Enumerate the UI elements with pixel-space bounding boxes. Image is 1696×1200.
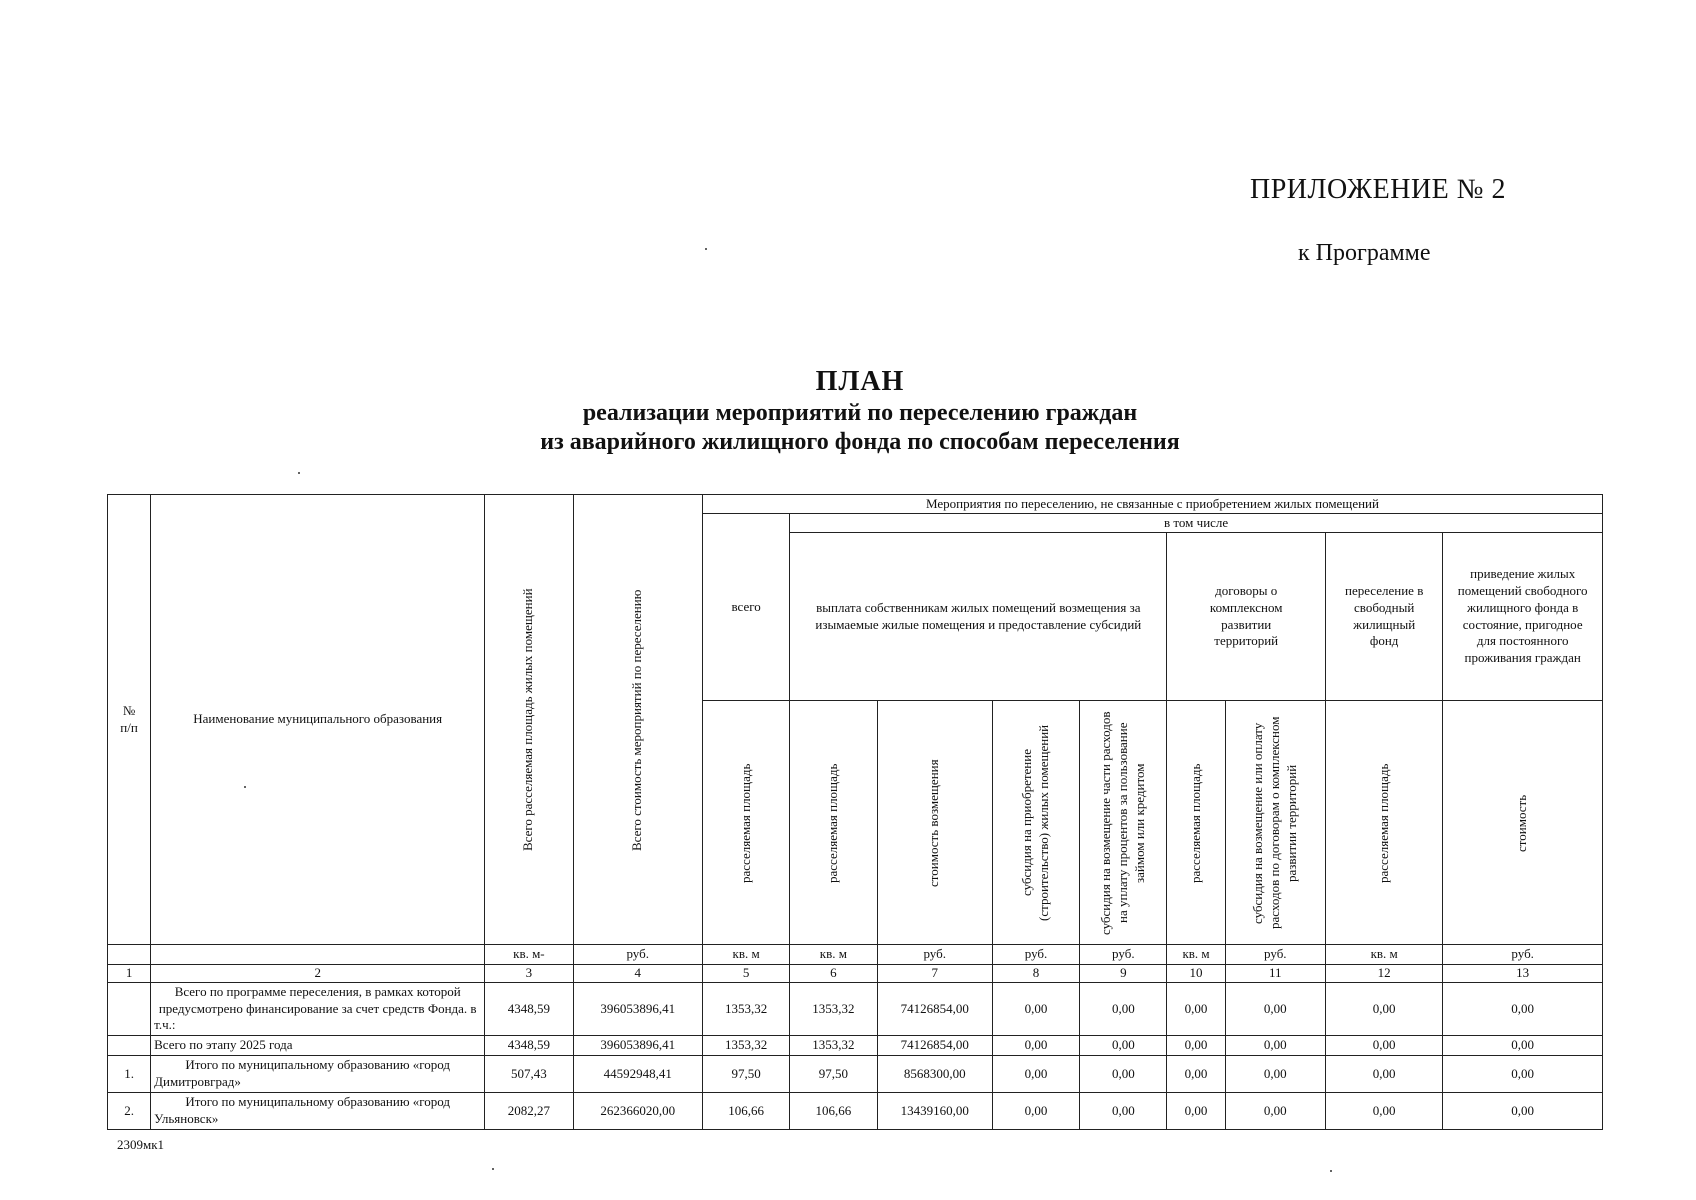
row-number (108, 1036, 151, 1056)
unit-cell: руб. (877, 945, 992, 965)
header-including: в том числе (790, 514, 1603, 533)
header-sub-cost-13: стоимость (1443, 701, 1603, 945)
cell-value: 262366020,00 (573, 1093, 702, 1130)
cell-value: 8568300,00 (877, 1056, 992, 1093)
cell-value: 0,00 (1325, 1036, 1442, 1056)
cell-value: 0,00 (1443, 983, 1603, 1036)
cell-value: 0,00 (992, 1036, 1079, 1056)
cell-value: 0,00 (1167, 983, 1225, 1036)
cell-value: 106,66 (790, 1093, 877, 1130)
document-title (0, 366, 1696, 456)
column-number: 11 (1225, 965, 1325, 983)
header-group-not-related: Мероприятия по переселению, не связанные с приобретением жилых помещений (702, 495, 1602, 514)
cell-value: 0,00 (1225, 1093, 1325, 1130)
header-total-area: Всего расселяемая площадь жилых помещений (485, 495, 573, 945)
cell-value: 97,50 (790, 1056, 877, 1093)
cell-value: 1353,32 (702, 983, 789, 1036)
unit-cell: кв. м (790, 945, 877, 965)
unit-cell: кв. м (702, 945, 789, 965)
unit-cell: руб. (1080, 945, 1167, 965)
row-name: Всего по этапу 2025 года (151, 1036, 485, 1056)
cell-value: 0,00 (1080, 1036, 1167, 1056)
unit-cell: кв. м (1325, 945, 1442, 965)
header-sub-area-10: расселяемая площадь (1167, 701, 1225, 945)
cell-value: 0,00 (992, 1093, 1079, 1130)
cell-value: 44592948,41 (573, 1056, 702, 1093)
scan-speck (298, 472, 300, 474)
cell-value: 0,00 (1443, 1056, 1603, 1093)
unit-cell: руб. (573, 945, 702, 965)
cell-value: 0,00 (992, 1056, 1079, 1093)
row-number: 1. (108, 1056, 151, 1093)
unit-cell-empty (151, 945, 485, 965)
column-number: 12 (1325, 965, 1442, 983)
cell-value: 396053896,41 (573, 1036, 702, 1056)
row-name: Итого по муниципальному образованию «город Димитровград» (151, 1056, 485, 1093)
table-row (108, 1056, 1603, 1093)
header-sub-area-6: расселяемая площадь (790, 701, 877, 945)
header-name: Наименование муниципального образования (151, 495, 485, 945)
header-sub-subsidy-11: субсидия на возмещение или оплату расходов по договорам о комплексном развитии территорий (1225, 701, 1325, 945)
column-number: 9 (1080, 965, 1167, 983)
header-sub-subsidy-8: субсидия на приобретение (строительство) жилых помещений (992, 701, 1079, 945)
cell-value: 4348,59 (485, 983, 573, 1036)
title-line-1: реализации мероприятий по переселению граждан (582, 400, 1138, 426)
column-number: 13 (1443, 965, 1603, 983)
column-number: 6 (790, 965, 877, 983)
cell-value: 106,66 (702, 1093, 789, 1130)
cell-value: 0,00 (1325, 1056, 1442, 1093)
cell-value: 0,00 (1443, 1036, 1603, 1056)
cell-value: 0,00 (1167, 1056, 1225, 1093)
cell-value: 0,00 (1167, 1093, 1225, 1130)
header-sub-cost-7: стоимость возмещения (877, 701, 992, 945)
cell-value: 74126854,00 (877, 1036, 992, 1056)
column-number: 4 (573, 965, 702, 983)
cell-value: 396053896,41 (573, 983, 702, 1036)
column-number: 10 (1167, 965, 1225, 983)
footer-document-code: 2309мк1 (117, 1137, 165, 1152)
unit-cell: руб. (1443, 945, 1603, 965)
unit-cell: кв. м (1167, 945, 1225, 965)
header-sub-subsidy-9: субсидия на возмещение части расходов на уплату процентов за пользование займом или кредитом (1080, 701, 1167, 945)
table-row (108, 1036, 1603, 1056)
appendix-label: ПРИЛОЖЕНИЕ № 2 (1250, 174, 1506, 205)
column-number: 8 (992, 965, 1079, 983)
cell-value: 0,00 (1167, 1036, 1225, 1056)
header-sub-area-12: расселяемая площадь (1325, 701, 1442, 945)
header-sub-area-5: расселяемая площадь (702, 701, 789, 945)
cell-value: 0,00 (1080, 1056, 1167, 1093)
header-no: № п/п (108, 495, 151, 945)
header-all: всего (702, 514, 789, 701)
to-program-label: к Программе (1298, 240, 1431, 266)
cell-value: 1353,32 (790, 1036, 877, 1056)
cell-value: 0,00 (1225, 983, 1325, 1036)
column-number: 7 (877, 965, 992, 983)
column-number: 5 (702, 965, 789, 983)
column-number: 3 (485, 965, 573, 983)
header-group-bringing: приведение жилых помещений свободного жилищного фонда в состояние, пригодное для постоянного проживания граждан (1443, 533, 1603, 701)
scan-speck (1330, 1170, 1332, 1172)
unit-cell: руб. (1225, 945, 1325, 965)
title-line-2: из аварийного жилищного фонда по способам переселения (540, 429, 1180, 455)
title-main: ПЛАН (815, 366, 905, 397)
scan-speck (705, 248, 707, 250)
cell-value: 0,00 (1325, 1093, 1442, 1130)
cell-value: 0,00 (1225, 1056, 1325, 1093)
cell-value: 1353,32 (790, 983, 877, 1036)
row-number (108, 983, 151, 1036)
cell-value: 74126854,00 (877, 983, 992, 1036)
cell-value: 4348,59 (485, 1036, 573, 1056)
cell-value: 13439160,00 (877, 1093, 992, 1130)
table-row (108, 1093, 1603, 1130)
scan-speck (492, 1168, 494, 1170)
column-number: 1 (108, 965, 151, 983)
unit-cell: кв. м- (485, 945, 573, 965)
header-group-payment: выплата собственникам жилых помещений возмещения за изымаемые жилые помещения и предоставление субсидий (790, 533, 1167, 701)
table-row (108, 983, 1603, 1036)
cell-value: 1353,32 (702, 1036, 789, 1056)
scan-speck (244, 786, 246, 788)
column-numbers-row (108, 965, 1603, 983)
header-group-contracts: договоры о комплексном развитии территорий (1167, 533, 1326, 701)
unit-cell-empty (108, 945, 151, 965)
row-name: Всего по программе переселения, в рамках которой предусмотрено финансирование за счет средств Фонда. в т.ч.: (151, 983, 485, 1036)
row-number: 2. (108, 1093, 151, 1130)
cell-value: 0,00 (1443, 1093, 1603, 1130)
row-name: Итого по муниципальному образованию «город Ульяновск» (151, 1093, 485, 1130)
cell-value: 0,00 (1080, 983, 1167, 1036)
header-group-free-fund: переселение в свободный жилищный фонд (1325, 533, 1442, 701)
cell-value: 507,43 (485, 1056, 573, 1093)
unit-cell: руб. (992, 945, 1079, 965)
header-total-cost: Всего стоимость мероприятий по переселению (573, 495, 702, 945)
column-number: 2 (151, 965, 485, 983)
cell-value: 2082,27 (485, 1093, 573, 1130)
cell-value: 0,00 (1225, 1036, 1325, 1056)
cell-value: 0,00 (1080, 1093, 1167, 1130)
plan-table (107, 494, 1603, 1130)
units-row (108, 945, 1603, 965)
cell-value: 97,50 (702, 1056, 789, 1093)
cell-value: 0,00 (1325, 983, 1442, 1036)
cell-value: 0,00 (992, 983, 1079, 1036)
